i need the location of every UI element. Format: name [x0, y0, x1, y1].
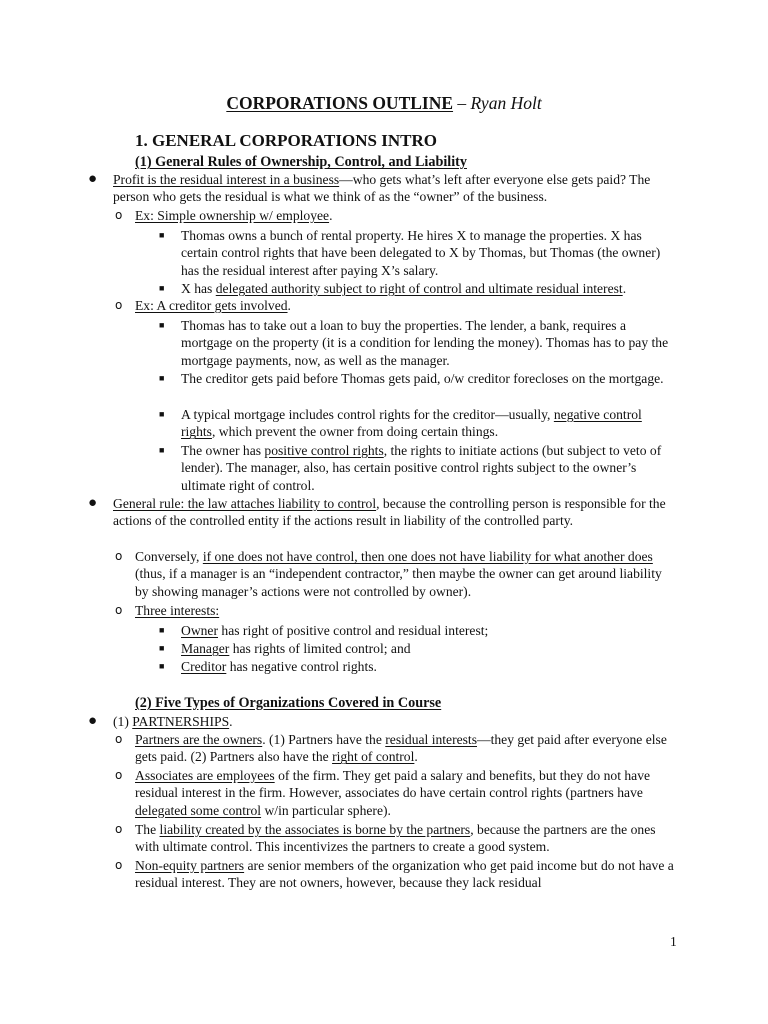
list-item: Profit is the residual interest in a business—who gets what’s left after everyone else gets paid? The person who gets the residual is what we think of as the “owner” of the business.	[113, 172, 651, 205]
list-item: General rule: the law attaches liability to control, because the controlling person is responsible for the actions of the controlled entity if the actions result in liability of the controlled party.	[113, 496, 666, 529]
title-author: Ryan Holt	[470, 93, 542, 113]
square-marker: ■	[159, 320, 165, 330]
square-marker: ■	[159, 643, 165, 653]
circle-marker: o	[115, 298, 123, 312]
list-item: A typical mortgage includes control rights for the creditor—usually, negative control rights, which prevent the owner from doing certain things.	[181, 407, 642, 440]
list-item: Thomas owns a bunch of rental property. He hires X to manage the properties. X has certain control rights that have been delegated to X by Thomas, but Thomas (the owner) has the residual interest after paying X’s salary.	[181, 228, 661, 278]
section-heading: 1. GENERAL CORPORATIONS INTRO	[135, 131, 437, 150]
circle-marker: o	[115, 858, 123, 872]
title-main: CORPORATIONS OUTLINE	[226, 93, 454, 113]
list-item: Conversely, if one does not have control, then one does not have liability for what another does (thus, if a manager is an “independent contractor,” then maybe the owner can get around liability by showing manager’s actions were not controlled by owner).	[135, 549, 662, 599]
list-item: Manager has rights of limited control; and	[181, 641, 411, 656]
square-marker: ■	[159, 373, 165, 383]
list-item: Creditor has negative control rights.	[181, 659, 377, 674]
subsection-heading-2: (2) Five Types of Organizations Covered in Course	[135, 695, 442, 711]
bullet-marker: ●	[88, 171, 98, 187]
bullet-marker: ●	[88, 495, 98, 511]
list-item: The owner has positive control rights, the rights to initiate actions (but subject to veto of lender). The manager, also, has certain positive control rights subject to the owner’s ultimate right of control.	[181, 443, 662, 493]
title-dash: –	[453, 93, 471, 113]
list-item: Associates are employees of the firm. They get paid a salary and benefits, but they do not have residual interest in the firm. However, associates do have certain control rights (partners have delegated some control w/in particular sphere).	[135, 768, 651, 818]
circle-marker: o	[115, 732, 123, 746]
list-item: Three interests:	[135, 603, 220, 618]
bullet-marker: ●	[88, 713, 98, 729]
list-item: Non-equity partners are senior members of the organization who get paid income but do not have a residual interest. They are not owners, however, because they lack residual	[135, 858, 674, 891]
square-marker: ■	[159, 409, 165, 419]
circle-marker: o	[115, 549, 123, 563]
circle-marker: o	[115, 208, 123, 222]
list-item: The creditor gets paid before Thomas gets paid, o/w creditor forecloses on the mortgage.	[181, 371, 664, 386]
list-item: Owner has right of positive control and residual interest;	[181, 623, 489, 638]
circle-marker: o	[115, 768, 123, 782]
square-marker: ■	[159, 283, 165, 293]
list-item: Thomas has to take out a loan to buy the properties. The lender, a bank, requires a mortgage on the property (it is a condition for lending the money). Thomas has to pay the mortgage payments, now, as well as the manager.	[181, 318, 669, 368]
circle-marker: o	[115, 822, 123, 836]
list-item: The liability created by the associates is borne by the partners, because the partners are the ones with ultimate control. This incentivizes the partners to create a good system.	[135, 822, 656, 855]
square-marker: ■	[159, 230, 165, 240]
list-item: Ex: Simple ownership w/ employee.	[135, 208, 333, 223]
list-item: (1) PARTNERSHIPS.	[113, 714, 233, 729]
subsection-heading-1: (1) General Rules of Ownership, Control, and Liability	[135, 154, 467, 170]
document-title	[0, 92, 768, 114]
page-number: 1	[670, 934, 677, 949]
circle-marker: o	[115, 603, 123, 617]
list-item: Partners are the owners. (1) Partners have the residual interests—they get paid after everyone else gets paid. (2) Partners also have the right of control.	[135, 732, 667, 765]
list-item: Ex: A creditor gets involved.	[135, 298, 291, 313]
square-marker: ■	[159, 625, 165, 635]
list-item: X has delegated authority subject to right of control and ultimate residual interest.	[181, 281, 627, 296]
square-marker: ■	[159, 445, 165, 455]
square-marker: ■	[159, 661, 165, 671]
